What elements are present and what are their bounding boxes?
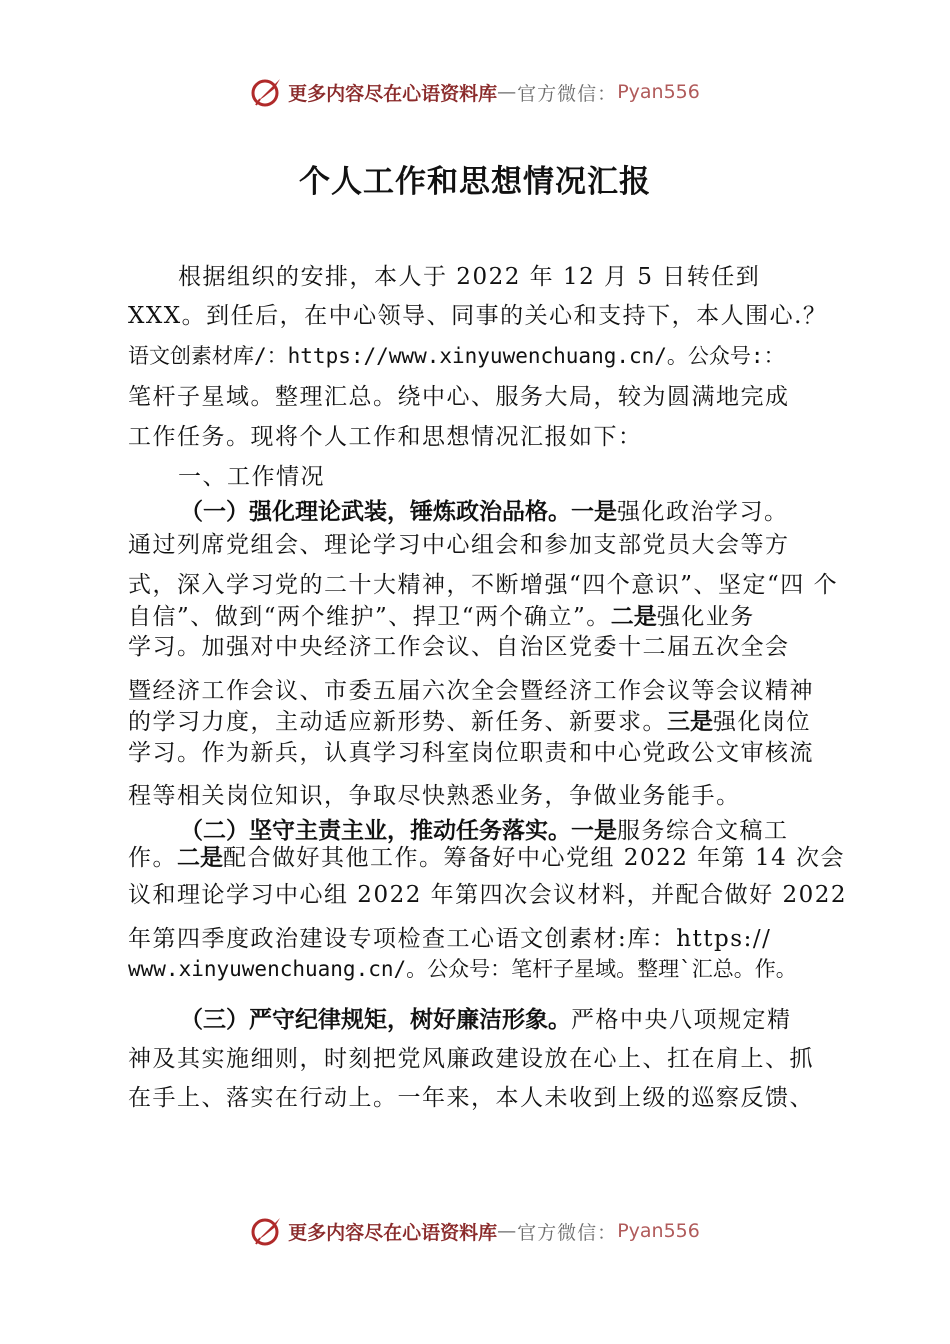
s2-keyword-2: 二是 <box>177 845 223 871</box>
footer-wechat-label: 官方微信： <box>517 1221 618 1244</box>
s3-heading: （三）严守纪律规矩，树好廉洁形象。 <box>180 1007 571 1033</box>
p1-line-5: 工作任务。现将个人工作和思想情况汇报如下： <box>128 424 643 450</box>
s2-line-2 <box>128 839 845 872</box>
p1-line-3: 语文创素材库/：https://www.xinyuwenchuang.cn/。公众号:： <box>128 344 785 368</box>
s2-line-4: 年第四季度政治建设专项检查工心语文创素材:库：https:// <box>128 926 772 952</box>
p1-line-1: 根据组织的安排，本人于 2022 年 12 月 5 日转任到 <box>178 264 761 290</box>
s2-line-5: www.xinyuwenchuang.cn/。公众号：笔杆子星域。整理`汇总。作。 <box>128 957 797 981</box>
s1-text-4a: 自信”、做到“两个维护”、捍卫“两个确立”。 <box>128 604 611 630</box>
s2-text-2b: 配合做好其他工作。筹备好中心党组 2022 年第 14 次会 <box>223 845 846 871</box>
header-wechat-label: 官方微信： <box>517 82 618 105</box>
s3-line-2: 神及其实施细则，时刻把党风廉政建设放在心上、扛在肩上、抓 <box>128 1046 814 1072</box>
s2-line-3: 议和理论学习中心组 2022 年第四次会议材料，并配合做好 2022 <box>128 882 847 908</box>
footer-wechat-id: Pyan556 <box>617 1220 700 1242</box>
s1-line-1 <box>180 493 789 526</box>
s3-line-1 <box>180 1001 792 1034</box>
section-1-heading: 一、工作情况 <box>178 464 325 490</box>
s1-keyword-2: 二是 <box>610 604 657 630</box>
s1-heading: （一）强化理论武装，锤炼政治品格。 <box>180 499 571 525</box>
footer-brand: 更多内容尽在心语资料库 <box>288 1221 498 1244</box>
s1-text-7a: 的学习力度，主动适应新形势、新任务、新要求。 <box>128 709 667 735</box>
s1-keyword-3: 三是 <box>667 709 713 735</box>
s1-line-4 <box>128 598 755 631</box>
s1-line-7 <box>128 703 811 736</box>
header-brand: 更多内容尽在心语资料库 <box>288 82 498 105</box>
p1-line-2: XXX。到任后，在中心领导、同事的关心和支持下，本人围心.？ <box>128 303 828 329</box>
s3-text-1: 严格中央八项规定精 <box>571 1007 792 1033</box>
s1-line-6: 暨经济工作会议、市委五届六次全会暨经济工作会议等会议精神 <box>128 678 814 704</box>
header-wechat-id: Pyan556 <box>617 81 700 103</box>
footer-dash: — <box>497 1220 518 1242</box>
s1-line-3: 式，深入学习党的二十大精神，不断增强“四个意识”、坚定“四 个 <box>128 572 839 598</box>
footer-banner <box>0 1211 950 1251</box>
s1-line-5: 学习。加强对中央经济工作会议、自治区党委十二届五次全会 <box>128 634 790 660</box>
s1-line-8: 学习。作为新兵，认真学习科室岗位职责和中心党政公文审核流 <box>128 740 814 766</box>
p1-line-4: 笔杆子星域。整理汇总。绕中心、服务大局，较为圆满地完成 <box>128 384 790 410</box>
s2-heading: （二）坚守主责主业，推动任务落实。 <box>180 818 571 844</box>
quill-logo-icon <box>250 75 284 109</box>
header-dash: — <box>497 81 518 103</box>
s1-text-4b: 强化业务 <box>656 604 755 630</box>
page-title: 个人工作和思想情况汇报 <box>299 164 651 200</box>
quill-logo-icon <box>250 1214 284 1248</box>
s1-keyword-1: 一是 <box>571 499 617 525</box>
s3-line-3: 在手上、落实在行动上。一年来，本人未收到上级的巡察反馈、 <box>128 1085 814 1111</box>
s2-text-1: 服务综合文稿工 <box>617 818 789 844</box>
s1-text-7b: 强化岗位 <box>713 709 811 735</box>
s1-line-9: 程等相关岗位知识，争取尽快熟悉业务，争做业务能手。 <box>128 783 741 809</box>
s2-text-2a: 作。 <box>128 845 177 871</box>
s2-keyword-1: 一是 <box>571 818 617 844</box>
s1-text-1: 强化政治学习。 <box>617 499 789 525</box>
s1-line-2: 通过列席党组会、理论学习中心组会和参加支部党员大会等方 <box>128 532 790 558</box>
header-banner <box>0 72 950 112</box>
